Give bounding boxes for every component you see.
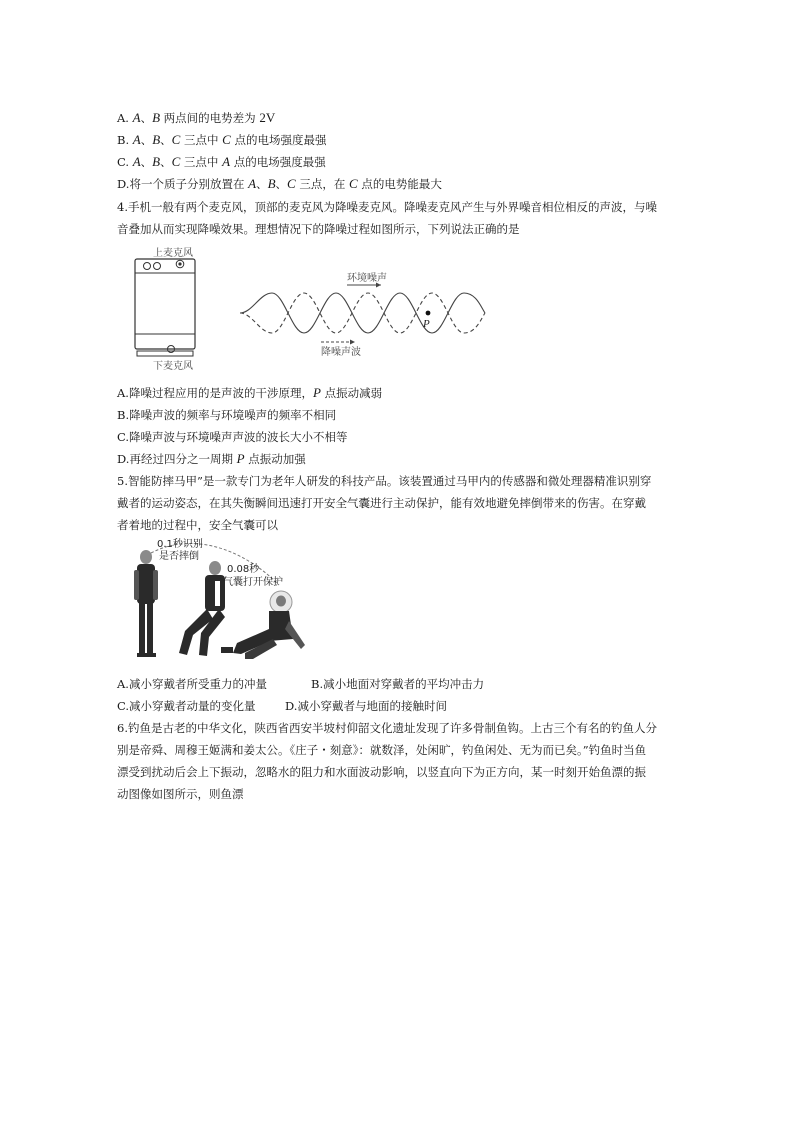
falling-person [179, 561, 225, 656]
q3-option-d [117, 177, 442, 191]
symbol-a: A [222, 154, 231, 169]
option-text: 点振动减弱 [320, 386, 383, 400]
separator: 、 [140, 133, 153, 147]
option-text: D.将一个质子分别放置在 [117, 177, 249, 191]
option-text: 点振动加强 [244, 452, 306, 466]
q5-option-a: A.减小穿戴者所受重力的冲量 [117, 677, 267, 691]
camera-icon [154, 263, 161, 270]
symbol-b: B [152, 132, 161, 147]
option-text: 三点中 [180, 155, 223, 169]
symbol-a: A [132, 154, 141, 169]
separator: 、 [140, 155, 153, 169]
q5-figure [129, 535, 319, 665]
option-label: A. [117, 111, 133, 125]
q4-option-b: B.降噪声波的频率与环境噪声的频率不相同 [117, 408, 337, 422]
option-text: 三点中 [180, 133, 223, 147]
option-text: A.降噪过程应用的是声波的干涉原理， [117, 386, 313, 400]
option-text: 点的电势能最大 [357, 177, 442, 191]
option-text: 点的电场强度最强 [230, 155, 326, 169]
q3-option-c [117, 155, 326, 169]
anti-noise-wave [240, 293, 485, 333]
q4-option-c: C.降噪声波与环境噪声声波的波长大小不相等 [117, 430, 348, 444]
top-mic-label: 上麦克风 [153, 248, 193, 259]
symbol-a: A [248, 176, 257, 191]
q4-option-d [117, 452, 306, 466]
q5-options-row1 [117, 677, 484, 691]
q5-option-c: C.减小穿戴者动量的变化量 [117, 699, 256, 713]
q6-stem-line2: 别是帝舜、周穆王姬满和姜太公。《庄子・刻意》：就数泽，处闲旷，钓鱼闲处、无为而已矣。”钓鱼时当鱼 [117, 743, 647, 757]
separator: 、 [160, 155, 172, 169]
q3-option-b [117, 133, 326, 147]
symbol-b: B [267, 176, 276, 191]
separator: 、 [160, 133, 172, 147]
q4-stem-line2: 音叠加从而实现降噪效果。理想情况下的降噪过程如图所示，下列说法正确的是 [117, 222, 520, 236]
ambient-noise-label: 环境噪声 [347, 273, 387, 284]
q5-stem-line3: 者着地的过程中，安全气囊可以 [117, 518, 278, 532]
symbol-b: B [152, 154, 161, 169]
anti-arrow-icon [350, 340, 355, 345]
separator: 、 [256, 177, 268, 191]
fallen-person [221, 591, 305, 659]
fall-sequence-illustration [129, 535, 319, 665]
symbol-c: C [222, 132, 231, 147]
option-label: C. [117, 155, 133, 169]
camera-icon [144, 263, 151, 270]
option-text: 两点间的电势差为 [160, 111, 260, 125]
option-text: D.再经过四分之一周期 [117, 452, 237, 466]
symbol-c: C [287, 176, 296, 191]
point-p-dot [426, 311, 431, 316]
option-label: B. [117, 133, 133, 147]
q4-figure [125, 245, 495, 373]
symbol-p: P [236, 451, 245, 466]
label-detect-text: 是否摔倒 [159, 551, 199, 562]
label-detect-time: 0.1秒识别 [157, 539, 203, 550]
q6-stem-line1: 6.钓鱼是古老的中华文化，陕西省西安半坡村仰韶文化遗址发现了许多骨制鱼钩。上古三个有名的钓鱼人分 [117, 721, 657, 735]
q5-stem-line2: 戴者的运动姿态，在其失衡瞬间迅速打开安全气囊进行主动保护，能有效地避免摔倒带来的伤害。在穿戴 [117, 496, 646, 510]
symbol-a: A [132, 110, 141, 125]
q5-stem-line1: 5.智能防摔马甲”是一款专门为老年人研发的科技产品。该装置通过马甲内的传感器和微处理器精准识别穿 [117, 474, 652, 488]
q4-stem-line1: 4.手机一般有两个麦克风，顶部的麦克风为降噪麦克风。降噪麦克风产生与外界噪音相位相反的声波，与噪 [117, 200, 657, 214]
top-mic-dot [178, 262, 181, 265]
option-text: 点的电场强度最强 [230, 133, 327, 147]
symbol-c: C [171, 132, 181, 147]
q5-options-row2 [117, 699, 447, 713]
standing-person [134, 550, 158, 657]
q6-stem-line3: 漂受到扰动后会上下振动，忽略水的阻力和水面波动影响，以竖直向下为正方向，某一时刻开始鱼漂的振 [117, 765, 646, 779]
bottom-mic-label: 下麦克风 [153, 361, 193, 372]
q5-option-d: D.减小穿戴者与地面的接触时间 [285, 699, 447, 713]
symbol-c: C [171, 154, 181, 169]
symbol-c: C [349, 176, 358, 191]
q5-option-b: B.减小地面对穿戴者的平均冲击力 [311, 677, 485, 691]
noise-cancel-diagram [125, 245, 495, 373]
separator: 、 [140, 111, 153, 125]
q4-option-a [117, 386, 382, 400]
phone-base [137, 351, 193, 356]
label-airbag-text: 气囊打开保护 [223, 577, 283, 588]
symbol-b: B [152, 110, 161, 125]
separator: 、 [275, 177, 288, 191]
point-p-label: P [423, 318, 430, 330]
label-airbag-time: 0.08秒 [227, 564, 260, 575]
symbol-a: A [132, 132, 141, 147]
anti-noise-label: 降噪声波 [321, 347, 361, 358]
potential-value: 2V [259, 110, 276, 125]
q3-option-a [117, 111, 275, 125]
q6-stem-line4: 动图像如图所示，则鱼漂 [117, 787, 244, 801]
symbol-p: P [312, 385, 321, 400]
option-text: 三点，在 [295, 177, 350, 191]
